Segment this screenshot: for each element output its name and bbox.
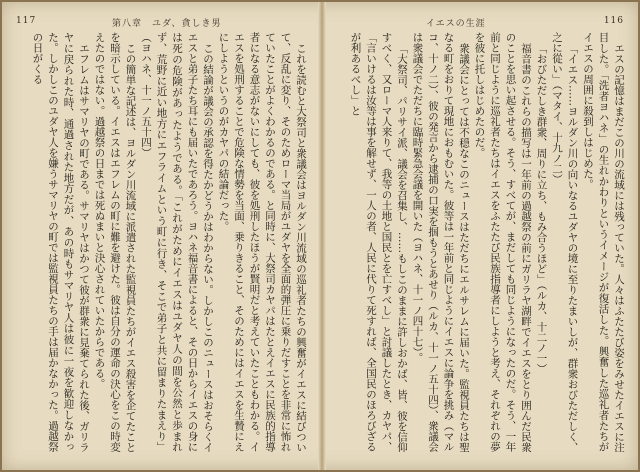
paragraph: 衆議会にとっては不穏なこのニュースはただちにエルサレムに届いた。監視員たちは聖なる町をおりて現地におもむいた。彼等は一年前と同じようにイエスに論争を挑み（マルコ、十ノ二）、彼の発言から逮捕の口実を掴もうとあせり（ルカ、十一ノ五十四）、衆議会は衆議会でただちに臨時緊急会議を開いた（ヨハネ、十一ノ四十七）。 <box>411 32 470 452</box>
page-number-left: 117 <box>16 16 37 26</box>
paragraph: 「おびただしき群衆、周りに立ち、もみ合うほど」（ルカ、十二ノ一） <box>535 42 548 374</box>
paragraph: この結論が議会の承認を得たかどうかはわからない。しかしこのニュースはおそらくイエスと弟子たち耳にも届いたであろう。ヨハネ福音書によると、その日からイエスの身には死の危険があったようである。「これがためにイエスはユダヤ人の間を公然と歩まれず、荒野に近い地方にエフライムという町に行き、そこで弟子と共に留まりたまえり」（ヨハネ、十一ノ五十四） <box>140 32 214 452</box>
left-page <box>2 2 318 470</box>
body-text-right <box>334 32 626 452</box>
page-number-right: 116 <box>603 16 624 26</box>
paragraph: エスの記憶はまだこの川の流域には残っていた。人々はふたたび姿をみせたイエスに注目した。「洗者ヨハネ」の生れかわりというイメージが復活した。興奮した巡礼者たちがイエスの周囲に殺到しはじめた。 <box>582 32 625 452</box>
right-page <box>326 2 638 470</box>
paragraph: 「大祭司、パリサイ派、議会を召集し、……もしこのままに許しおかば、皆、彼を信仰すべく、又ローマ人来りて、我等の土地と国民とを亡すべし」と討議したとき、カヤパ、「言いけるは汝等は事を解せず、一人の者、人民に代りて死すれば、全国民のほろびざるが利あるべし」と <box>349 32 408 452</box>
paragraph: エフレムはサマリヤの町である。サマリヤはかつて彼が群衆に見棄てられた後、ガリラヤに戻られた時、通過された地方だが、あの時もサマリヤ人は彼に一夜を歓迎しなかった。しかしこのユダヤ人を嫌うサマリヤの町では監視員たちの手は届かなかった。過越祭の日がくる <box>31 32 90 452</box>
body-text-left <box>16 32 308 452</box>
paragraph: 「イエス……ヨルダン川の向いなるユダヤの境に至りたまいしが、群衆おびただしく、之に從い」（マタイ、十九ノ二） <box>551 32 579 452</box>
book-gutter <box>318 2 326 470</box>
paragraph: この簡単な記述は、ヨルダン川流域に派遣された監視員たちがイエス殺害を企てたことを暗示している。イエスはエフレムの町に難を避けた。彼は自分の運命の決心をこの時変えたのではない。過越祭の日までは死ぬまいと決心されていたからである。 <box>93 32 137 452</box>
running-head-right: イエスの生涯 <box>426 19 486 29</box>
paragraph: これを読むと大祭司と衆議会はヨルダン川流域の巡礼者たちの興奮がイエスに結びついて、反乱に変り、そのためローマ当局がユダヤを全面的弾圧に乗りだすことを非常に怖れていたことがよくわかるのである。と同時に、大祭司カヤパはたとえイエスに民族的指導者になる意志がないにしても、彼を処刑したほうが賢明だと考えていたこともわかる。イエスを処刑することで危険な情勢を当面、乗りきること、そのためにはイエスを生贄にえにしようというのがカヤパの結論だった。 <box>217 32 307 452</box>
paragraph: 福音書のこれらの描写は一年前の過越祭の前にガリラヤ湖畔でイエスをとり囲んだ民衆のことを思い起させる。そう、すべてが、まだしても同じようになったのだ。そう、一年前と同じように巡礼者たちはイエスをふたたび民族指導者にしようと考え、それぞれの夢を彼に托しはじめたのだ。 <box>473 32 532 452</box>
running-head-left: 第八章 ユダ、貪しき男 <box>112 19 222 29</box>
book-spread <box>2 2 638 470</box>
